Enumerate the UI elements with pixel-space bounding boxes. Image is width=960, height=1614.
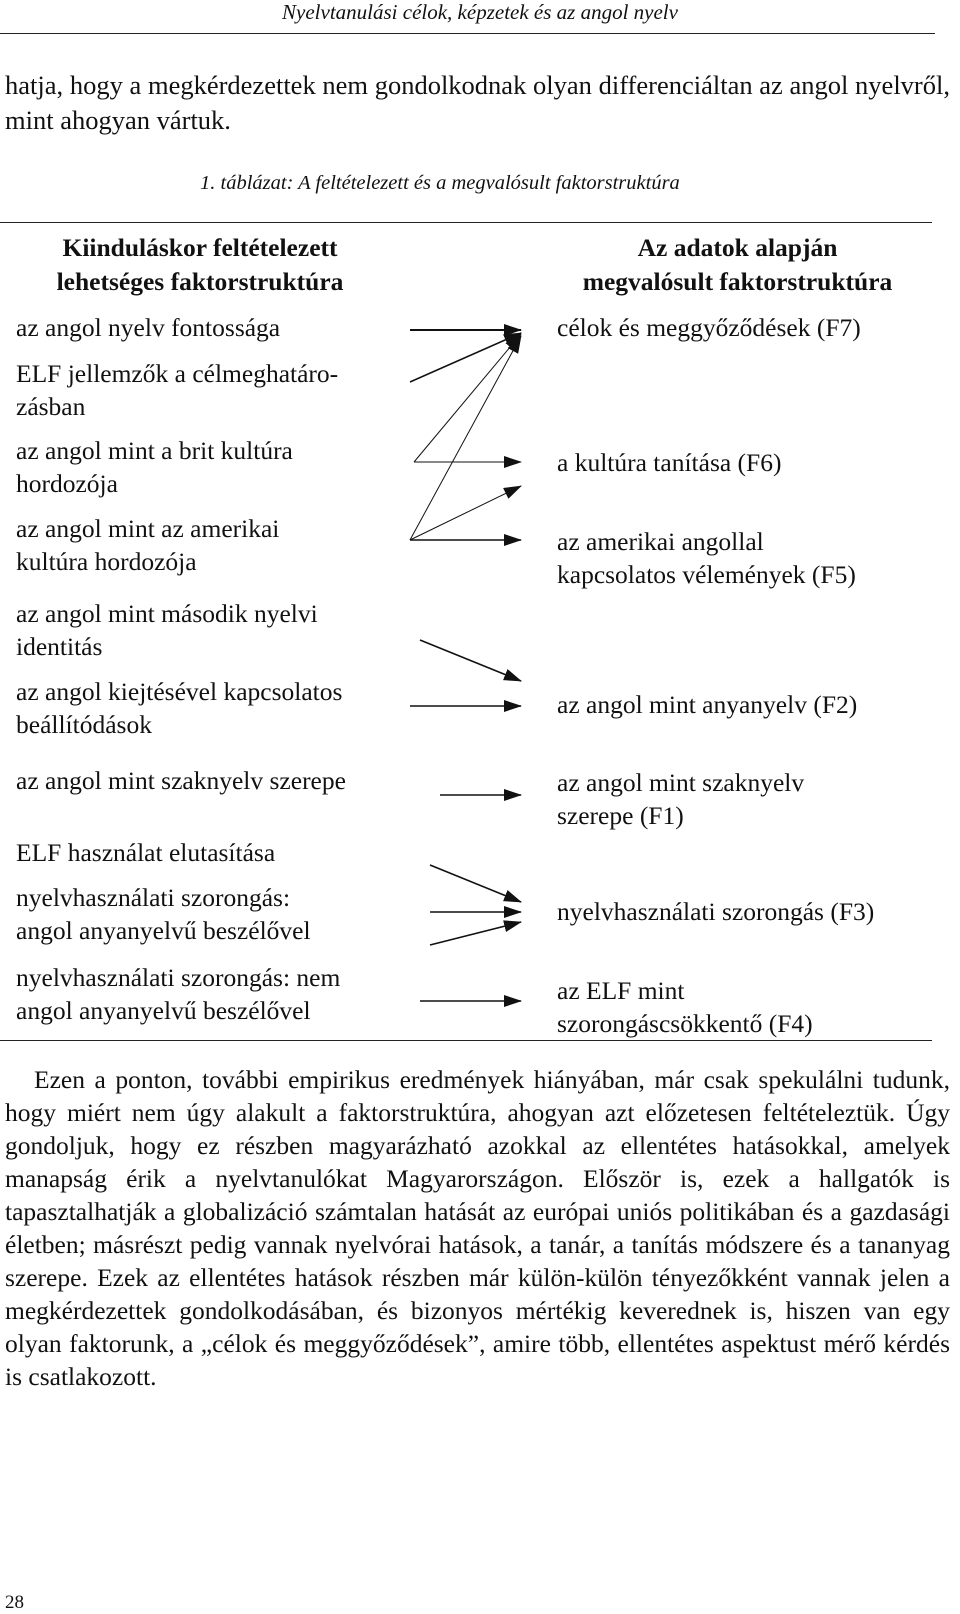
left-factor-8: ELF használat elutasítása [16, 838, 276, 867]
arrow-identity-to-f2 [420, 640, 521, 681]
right-factor-f4: az ELF mint szorongáscsökkentő (F4) [557, 976, 813, 1038]
left-column-header: Kiinduláskor feltételezett lehetséges faktorstruktúra [56, 233, 344, 296]
body-paragraph: Ezen a ponton, további empirikus eredmények hiányában, már csak spekulálni tudunk, hogy miért nem úgy alakult a faktorstruktúra, ahogyan azt előzetesen feltételeztük. Úgy gondoljuk, hogy ez részben magyarázható azokkal az ellentétes hatásokkal, amelyek manapság érik a nyelvtanulókat Magyarországon. Először is, ezek a hallgatók is tapasztalhatják a globalizáció számtalan hatását az európai uniós politikában és a gazdasági életben; másrészt pedig vannak nyelvórai hatások, a tanár, a tanítás módszere és a tananyag szerepe. Ezek az ellentétes hatások részben már külön-külön tényezőkként vannak jelen a megkérdezettek gondolkodásában, és bizonyos mértékig keverednek is, hiszen van egy olyan faktorunk, a „célok és meggyőződések”, amire több, ellentétes aspektust mérő kérdés is csatlakozott. [5, 1065, 950, 1391]
arrow-brit-to-f7 [414, 334, 521, 462]
left-factor-2: ELF jellemzők a célmeghatáro- zásban [16, 359, 339, 421]
left-factor-6: az angol kiejtésével kapcsolatos beállítódások [16, 677, 343, 739]
right-column-header: Az adatok alapján megvalósult faktorstruktúra [582, 233, 893, 296]
right-factor-f2: az angol mint anyanyelv (F2) [557, 690, 858, 719]
intro-paragraph: hatja, hogy a megkérdezettek nem gondolkodnak olyan differenciáltan az angol nyelvről, mint ahogyan vártuk. [5, 70, 950, 135]
right-factor-f5: az amerikai angollal kapcsolatos vélemények (F5) [557, 527, 856, 589]
arrow-nonnative-anxiety-to-f3 [430, 922, 521, 945]
left-factor-1: az angol nyelv fontossága [16, 313, 281, 342]
table-caption: 1. táblázat: A feltételezett és a megvalósult faktorstruktúra [200, 172, 680, 194]
left-factor-3: az angol mint a brit kultúra hordozója [16, 436, 293, 498]
right-factor-f6: a kultúra tanítása (F6) [557, 448, 782, 477]
table-bottom-rule [0, 1040, 932, 1041]
left-factor-5: az angol mint második nyelvi identitás [16, 599, 318, 661]
left-factor-10: nyelvhasználati szorongás: nem angol anyanyelvű beszélővel [16, 963, 341, 1025]
page-number: 28 [5, 1592, 24, 1613]
right-factor-f3: nyelvhasználati szorongás (F3) [557, 897, 875, 926]
right-factor-f7: célok és meggyőződések (F7) [557, 313, 861, 342]
arrow-american-to-f6 [410, 486, 521, 540]
left-factor-9: nyelvhasználati szorongás: angol anyanyelvű beszélővel [16, 883, 311, 945]
arrow-american-to-f7 [410, 336, 521, 540]
arrow-elf-to-f7 [410, 333, 521, 382]
arrow-elf-rejection-to-f3 [430, 865, 521, 902]
running-header: Nyelvtanulási célok, képzetek és az angol nyelv [282, 0, 678, 24]
left-factor-7: az angol mint szaknyelv szerepe [16, 766, 346, 795]
left-factor-4: az angol mint az amerikai kultúra hordozója [16, 514, 280, 576]
right-factor-f1: az angol mint szaknyelv szerepe (F1) [557, 768, 805, 830]
